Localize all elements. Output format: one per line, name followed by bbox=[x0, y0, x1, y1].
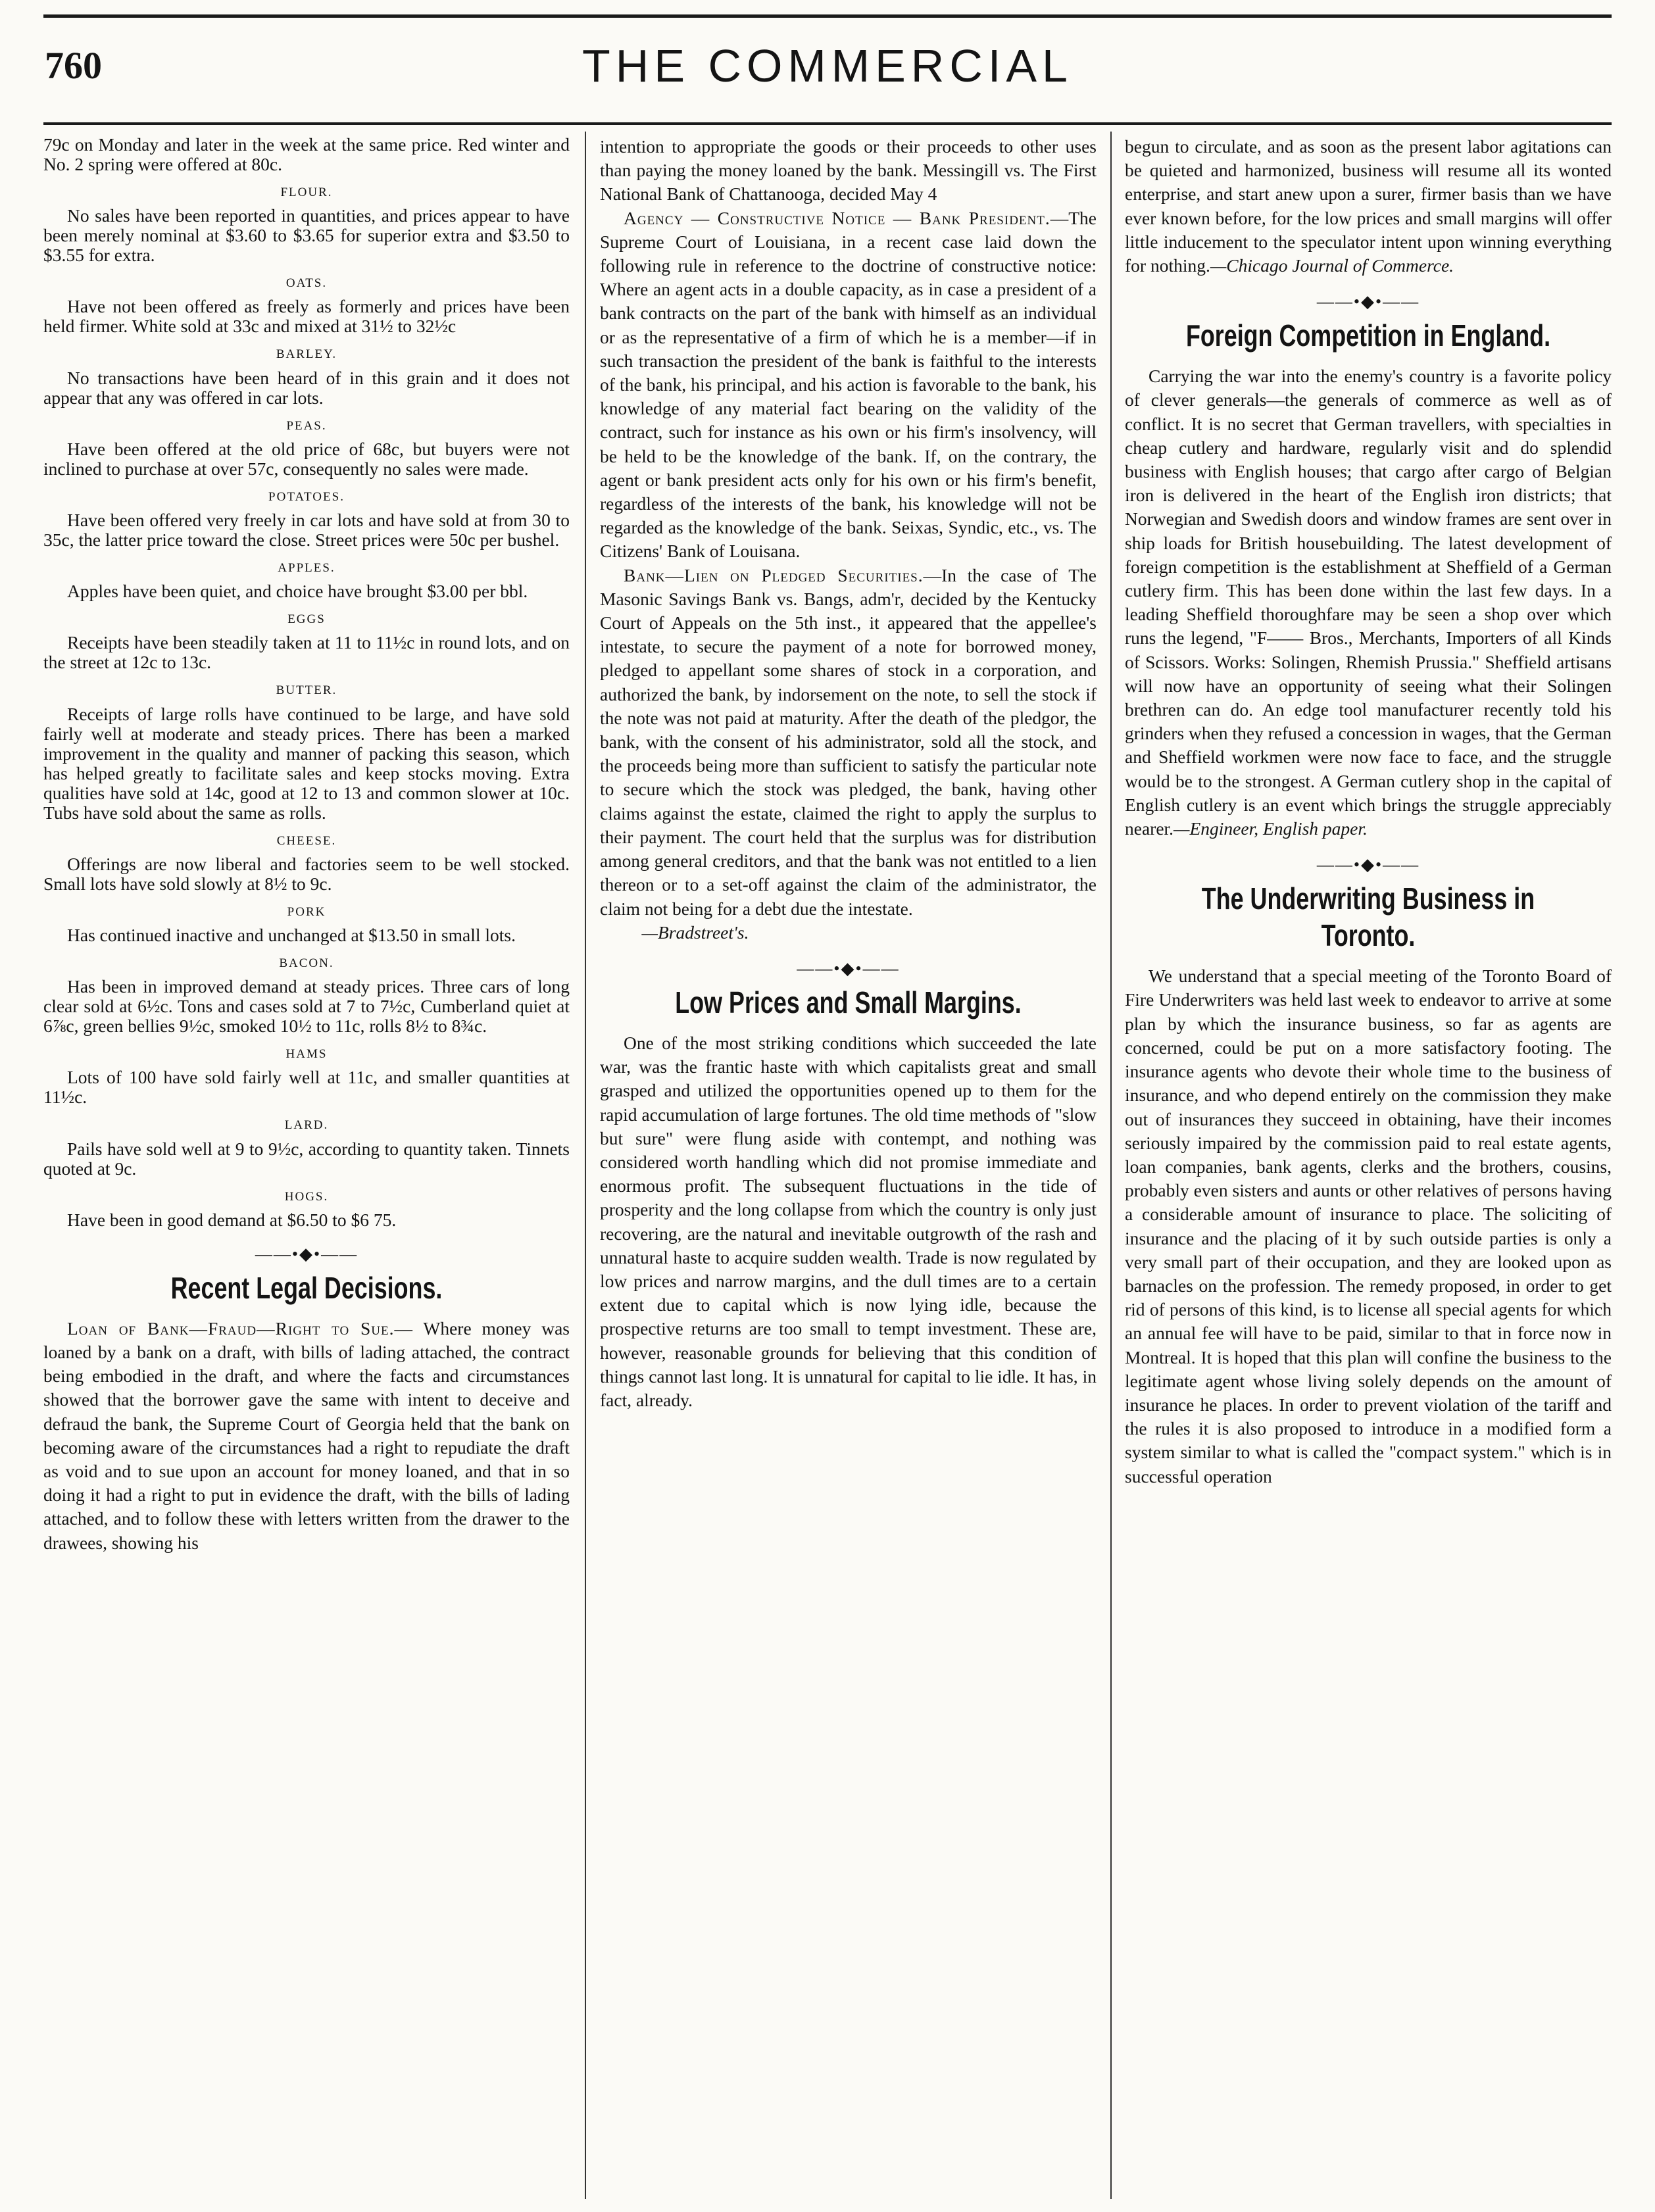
market-paragraph: Has been in improved demand at steady prices. Three cars of long clear sold at 6½c. Tons and cases sold at 7 to 7½c, Cumberland quiet at 6⅞c, green bellies 9½c, smoked 10½ to 11c, rolls 8½ to 8¾c. bbox=[43, 976, 570, 1037]
paragraph-body: begun to circulate, and as soon as the present labor agitations can be quieted and harmonized, business will resume all its wonted enterprise, and start anew upon a surer, firmer basis than we have ever known before, for the low prices and small margins will offer little inducement to the speculator intent upon winning everything for nothing. bbox=[1125, 136, 1612, 276]
article-paragraph: One of the most striking conditions which succeeded the late war, was the frantic haste with which capitalists great and small grasped and utilized the opportunities opened up to them for the rapid accumulation of large fortunes. The old time methods of "slow but sure" were flung aside with contempt, and nothing was considered worth handling which did not promise immediate and enormous profit. The subsequent fluctuations in the tide of prosperity and the long collapse from which the country is only just recovering, are the natural and inevitable outgrowth of the rash and unnatural haste to acquire sudden wealth. Trade is now regulated by low prices and narrow margins, and the dull times are to a certain extent due to capital which is now lying idle, because the prospective returns are too small to tempt investment. These are, however, reasonable grounds for believing that this condition of things cannot last long. It is unnatural for capital to lie idle. It has, in fact, already. bbox=[600, 1032, 1097, 1410]
paragraph-lead: Loan of Bank—Fraud—Right to Sue.— bbox=[67, 1317, 414, 1339]
top-rule bbox=[43, 14, 1612, 18]
section-heading: BARLEY. bbox=[276, 347, 337, 362]
paragraph-body: Where money was loaned by a bank on a draft, with bills of lading attached, the contract being embodied in the draft, and where the facts and circumstances showed that the borrower gave the same with intent to deceive and defraud the bank, the Supreme Court of Georgia held that the bank on becoming aware of the circumstances had a right to repudiate the draft as void and to sue upon an account for money loaned, and that in so doing it had a right to put in evidence the draft, with the bills of lading attached, and to follow these with letters written from the drawer to the drawees, showing his bbox=[43, 1317, 570, 1553]
article-source: —Chicago Journal of Commerce. bbox=[1210, 255, 1454, 276]
market-paragraph: Has continued inactive and unchanged at $13.50 in small lots. bbox=[67, 925, 516, 946]
article-paragraph bbox=[600, 564, 1097, 921]
article-title: The Underwriting Business in Toronto. bbox=[1201, 881, 1535, 953]
article-title: Recent Legal Decisions. bbox=[170, 1270, 443, 1305]
market-paragraph: No transactions have been heard of in this grain and it does not appear that any was offered in car lots. bbox=[43, 367, 570, 408]
market-paragraph: Offerings are now liberal and factories seem to be well stocked. Small lots have sold slowly at 8½ to 9c. bbox=[43, 853, 570, 894]
section-heading: CHEESE. bbox=[276, 833, 337, 848]
article-paragraph bbox=[1125, 364, 1612, 841]
section-heading: HAMS bbox=[285, 1047, 328, 1062]
section-heading: APPLES. bbox=[278, 561, 335, 576]
section-heading: BUTTER. bbox=[276, 683, 337, 698]
article-source: —Engineer, English paper. bbox=[1173, 818, 1368, 839]
article-paragraph: We understand that a special meeting of the Toronto Board of Fire Underwriters was held last week to endeavor to arrive at some plan by which the insurance business, so far as agents are concerned, could be put on a more satisfactory footing. The insurance agents who devote their whole time to the business of insurance, and who depend entirely on the commission they make out of insurances they succeed in obtaining, have their incomes seriously impaired by the commission paid to real estate agents, loan companies, bank agents, clerks and the brothers, cousins, probably even sisters and aunts or other relatives of persons having a considerable amount of insurance to place. The soliciting of insurance and the placing of it by such outside parties is only a very small part of their occupation, and they are looked upon as barnacles on the profession. The remedy proposed, in order to get rid of persons of this kind, is to license all special agents for which an annual fee will have to be paid, similar to that in force now in Montreal. It is hoped that this plan will confine the business to the legitimate agent whose living solely depends on the amount of insurance he places. In order to prevent violation of the tariff and the rules it is also proposed to introduce in a modified form a system similar to what is called the "compact system." which is in successful operation bbox=[1125, 966, 1612, 1487]
section-heading: OATS. bbox=[285, 276, 328, 291]
article-source: —Bradstreet's. bbox=[641, 922, 749, 943]
article-paragraph bbox=[600, 207, 1097, 564]
page-header bbox=[43, 39, 1612, 99]
paragraph-body: —The Supreme Court of Louisiana, in a recent case laid down the following rule in reference to the doctrine of constructive notice: Where an agent acts in a double capacity, as in case a president of a bank contracts on the part of the bank with himself as an individual or as the representative of a firm of which he is a member—if in such transaction the president of the bank is faithful to the interests of the bank, his principal, and his action is favorable to the bank, his knowledge of any material fact bearing on the validity of the contract, such for instance as his own or his firm's insolvency, will be held to be the knowledge of the bank. If, on the contrary, the agent or bank president acts only for his own or his firm's benefit, regardless of the interests of the bank, his knowledge will not be regarded as the knowledge of the bank. Seixas, Syndic, etc., vs. The Citizens' Bank of Louisana. bbox=[600, 207, 1097, 562]
market-paragraph: Have been in good demand at $6.50 to $6 75. bbox=[67, 1209, 397, 1230]
market-paragraph: No sales have been reported in quantities, and prices appear to have been merely nominal at $3.60 to $3.65 for superior extra and $3.50 to $3.55 for extra. bbox=[43, 205, 570, 266]
section-heading: EGGS bbox=[287, 612, 326, 627]
section-heading: PEAS. bbox=[286, 418, 327, 433]
article-paragraph bbox=[1125, 135, 1612, 278]
article-paragraph: intention to appropriate the goods or their proceeds to other uses than paying the money loaned by the bank. Messingill vs. The First National Bank of Chattanooga, decided May 4 bbox=[600, 136, 1097, 205]
masthead: THE COMMERCIAL bbox=[582, 40, 1073, 91]
section-heading: PORK bbox=[287, 904, 326, 919]
column-divider bbox=[1110, 132, 1112, 2199]
article-title: Foreign Competition in England. bbox=[1185, 318, 1551, 353]
article-title: Low Prices and Small Margins. bbox=[675, 985, 1022, 1020]
market-paragraph: Receipts have been steadily taken at 11 to 11½c in round lots, and on the street at 12c to 13c. bbox=[43, 632, 570, 673]
section-heading: HOGS. bbox=[284, 1189, 329, 1204]
section-ornament: ——•◆•—— bbox=[1316, 292, 1420, 312]
paragraph-body: —In the case of The Masonic Savings Bank vs. Bangs, adm'r, decided by the Kentucky Court of Appeals on the 5th inst., it appeared that the appellee's intestate, to secure the payment of a note for borrowed money, pledged to appellant some shares of stock in a corporation, and authorized the bank, by indorsement on the note, to sell the stock if the note was not paid at maturity. After the death of the pledgor, the bank, with the consent of his administrator, sold all the stock, and the proceeds being more than sufficient to satisfy the particular note to secure which the stock was pledged, the bank, having other claims against the estate, claimed the right to apply the surplus to their payment. The court held that the surplus was for distribution among general creditors, and that the bank was not entitled to a lien thereon or to a set-off against the claim of the administrator, the claim not being for a debt due the intestate. bbox=[600, 564, 1097, 919]
paragraph-lead: Agency — Constructive Notice — Bank President. bbox=[624, 207, 1050, 228]
market-intro: 79c on Monday and later in the week at the same price. Red winter and No. 2 spring were offered at 80c. bbox=[43, 135, 570, 174]
column-1 bbox=[43, 135, 570, 2192]
section-ornament: ——•◆•—— bbox=[255, 1244, 358, 1264]
section-ornament: ——•◆•—— bbox=[1316, 855, 1420, 875]
section-heading: POTATOES. bbox=[268, 489, 345, 504]
header-rule bbox=[43, 122, 1612, 125]
section-heading: LARD. bbox=[284, 1118, 329, 1133]
column-divider bbox=[585, 132, 586, 2199]
market-paragraph: Have been offered very freely in car lots and have sold at from 30 to 35c, the latter price toward the close. Street prices were 50c per bushel. bbox=[43, 510, 570, 551]
section-heading: FLOUR. bbox=[280, 185, 333, 199]
column-2 bbox=[600, 135, 1097, 2192]
column-3 bbox=[1125, 135, 1612, 2192]
market-paragraph: Receipts of large rolls have continued to be large, and have sold fairly well at moderate and steady prices. There has been a marked improvement in the quality and manner of packing this season, which has helped greatly to facilitate sales and keep stocks moving. Extra qualities have sold at 14c, good at 12 to 13 and common slower at 10c. Tubs have sold about the same as rolls. bbox=[43, 703, 570, 823]
page-number: 760 bbox=[45, 44, 102, 87]
section-ornament: ——•◆•—— bbox=[797, 958, 900, 978]
paragraph-lead: Bank—Lien on Pledged Securities. bbox=[624, 564, 924, 585]
paragraph-body: Carrying the war into the enemy's country is a favorite policy of clever generals—the generals of commerce as well as of conflict. It is no secret that German travellers, with specialties in cheap cutlery and hardware, regularly visit and do splendid business with English houses; that cargo after cargo of Belgian iron is delivered in the heart of the English iron districts; that Norwegian and Swedish doors and window frames are sent over in ship loads for British housebuilding. The latest development of foreign competition is the establishment at Sheffield of a German cutlery firm. This has been done within the last few days. In a leading Sheffield thoroughfare may be seen a shop over which runs the legend, "F—— Bros., Merchants, Importers of all Kinds of Scissors. Works: Solingen, Rhemish Prussia." Sheffield artisans will now have an opportunity of seeing what their Solingen brethren can do. An edge tool manufacturer recently told his grinders when they refused a concession in wages, that the German and Sheffield workmen were now face to face, and the struggle would be to the strongest. A German cutlery shop in the capital of English cutlery is an event which brings the struggle appreciably nearer. bbox=[1125, 366, 1612, 839]
market-paragraph: Have not been offered as freely as formerly and prices have been held firmer. White sold at 33c and mixed at 31½ to 32½c bbox=[43, 296, 570, 337]
article-paragraph bbox=[43, 1317, 570, 1555]
section-heading: BACON. bbox=[279, 956, 334, 971]
market-paragraph: Apples have been quiet, and choice have brought $3.00 per bbl. bbox=[67, 581, 528, 602]
market-paragraph: Pails have sold well at 9 to 9½c, according to quantity taken. Tinnets quoted at 9c. bbox=[43, 1138, 570, 1179]
market-paragraph: Have been offered at the old price of 68c, but buyers were not inclined to purchase at over 57c, consequently no sales were made. bbox=[43, 438, 570, 479]
market-paragraph: Lots of 100 have sold fairly well at 11c, and smaller quantities at 11½c. bbox=[43, 1067, 570, 1108]
